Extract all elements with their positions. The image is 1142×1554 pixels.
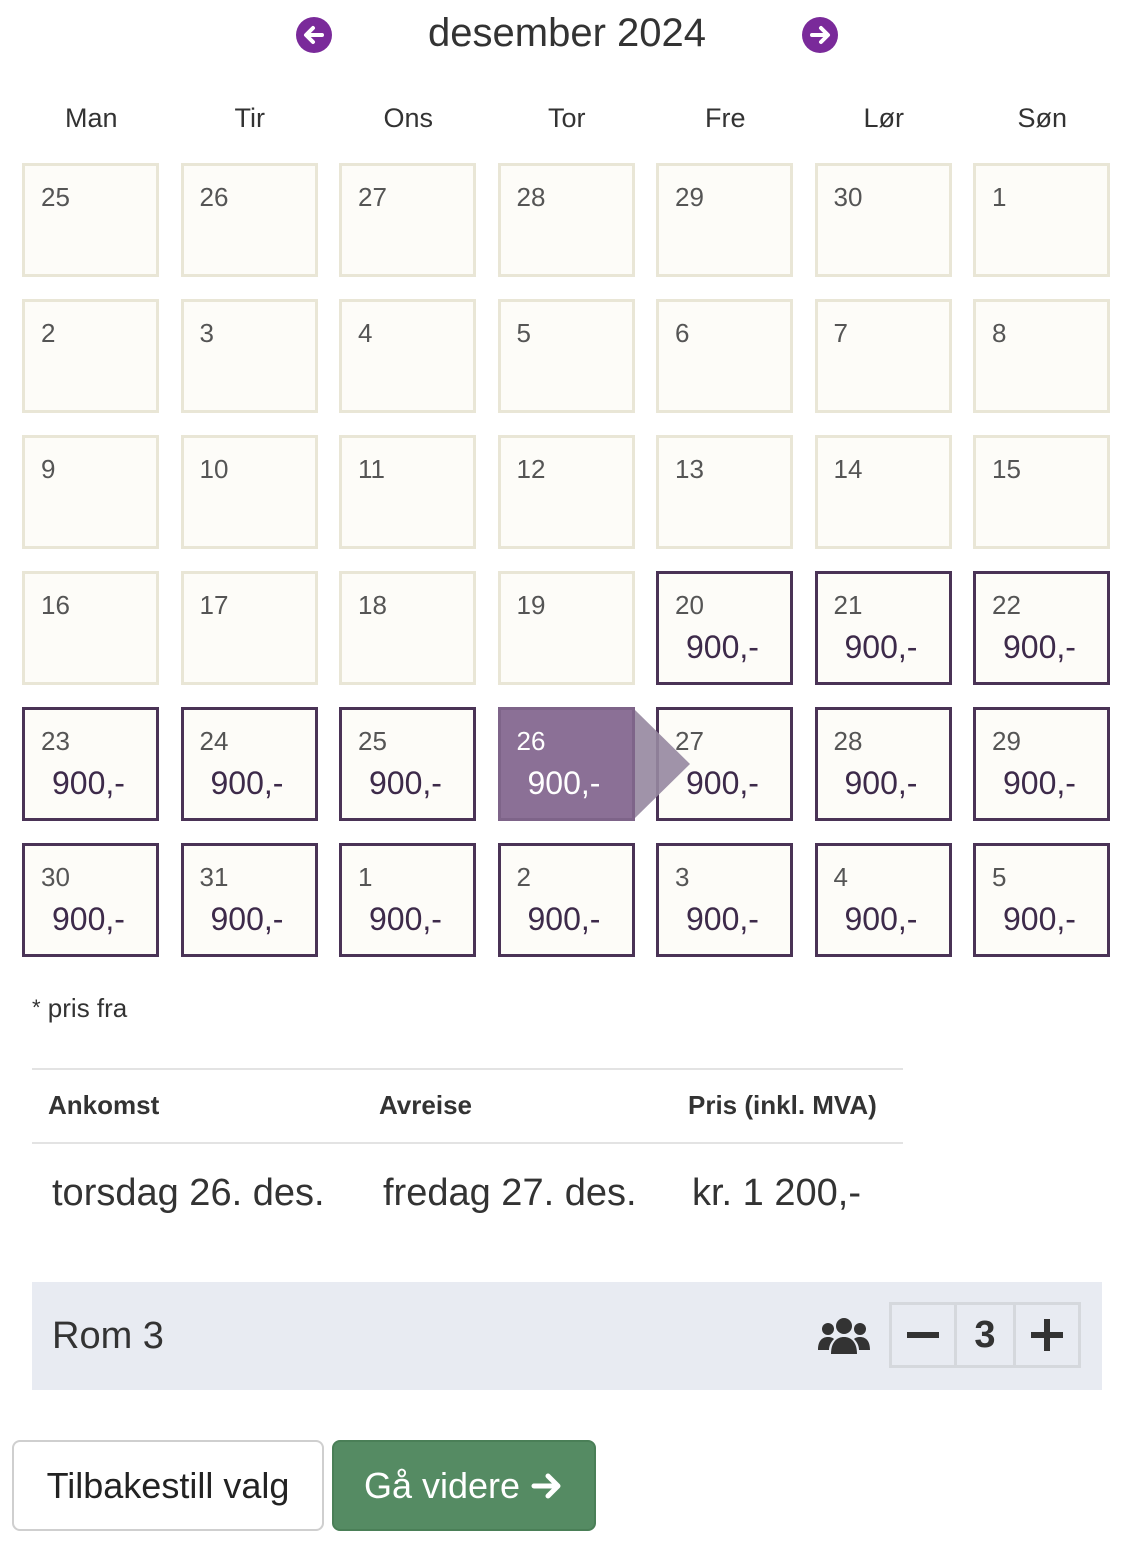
calendar-day	[22, 163, 159, 277]
calendar-day	[339, 571, 476, 685]
weekday-label: Søn	[1017, 103, 1068, 133]
calendar-day[interactable]	[815, 707, 952, 821]
calendar-day	[181, 435, 318, 549]
decrease-guests-button[interactable]	[892, 1305, 954, 1365]
calendar-day[interactable]	[339, 843, 476, 957]
day-number: 8	[992, 318, 1007, 348]
month-title	[0, 8, 1142, 58]
day-number: 31	[199, 862, 229, 892]
guest-stepper	[889, 1302, 1081, 1368]
day-number: 19	[516, 590, 546, 620]
calendar-day	[656, 299, 793, 413]
people-group-icon	[818, 1316, 870, 1356]
day-number: 27	[675, 726, 704, 756]
arrival-value: torsdag 26. des.	[52, 1172, 325, 1214]
calendar-day[interactable]	[656, 843, 793, 957]
day-price: 900,-	[686, 629, 759, 665]
day-number: 26	[516, 726, 546, 756]
arrow-right-icon	[530, 1469, 564, 1503]
calendar-day[interactable]	[973, 843, 1110, 957]
day-price: 900,-	[844, 765, 918, 801]
day-number: 4	[833, 862, 848, 892]
day-number: 4	[358, 318, 373, 348]
day-number: 25	[41, 182, 70, 212]
day-price: 900,-	[1003, 629, 1076, 665]
next-month-button[interactable]	[802, 17, 838, 53]
room-name: Rom 3	[52, 1315, 164, 1357]
day-number: 30	[41, 862, 70, 892]
summary-value-row	[32, 1144, 903, 1244]
day-number: 13	[675, 454, 704, 484]
price-note	[32, 990, 127, 1026]
price-note-star: *	[32, 995, 41, 1020]
day-number: 15	[992, 454, 1021, 484]
day-number: 16	[41, 590, 70, 620]
day-number: 28	[516, 182, 546, 212]
reset-selection-button[interactable]	[12, 1440, 324, 1531]
day-number: 18	[358, 590, 387, 620]
day-number: 2	[516, 862, 531, 892]
calendar-day-selected[interactable]	[498, 707, 635, 821]
day-number: 14	[833, 454, 863, 484]
weekday-label: Tir	[234, 103, 265, 133]
day-price: 900,-	[369, 765, 442, 801]
summary-header-row	[32, 1070, 903, 1142]
arrow-left-circle-icon	[296, 17, 332, 53]
calendar-day	[498, 299, 635, 413]
calendar-day	[498, 163, 635, 277]
calendar-day	[815, 435, 952, 549]
calendar-day	[339, 299, 476, 413]
day-price: 900,-	[1003, 901, 1076, 937]
day-number: 28	[833, 726, 863, 756]
minus-icon	[905, 1317, 941, 1353]
reset-selection-label: Tilbakestill valg	[46, 1464, 290, 1506]
calendar-day	[181, 299, 318, 413]
day-number: 6	[675, 318, 690, 348]
calendar-header	[0, 0, 1142, 72]
price-note-text: pris fra	[47, 993, 128, 1023]
day-number: 5	[992, 862, 1007, 892]
weekday-label: Tor	[547, 103, 586, 133]
calendar-day[interactable]	[181, 707, 318, 821]
increase-guests-button[interactable]	[1016, 1305, 1078, 1365]
day-number: 10	[199, 454, 229, 484]
price-header: Pris (inkl. MVA)	[688, 1090, 877, 1120]
weekday-label: Fre	[705, 103, 746, 133]
day-number: 7	[833, 318, 848, 348]
calendar-grid	[22, 163, 1110, 957]
calendar-day	[815, 299, 952, 413]
day-price: 900,-	[686, 765, 759, 801]
day-number: 3	[675, 862, 690, 892]
weekday-header-row	[12, 96, 1122, 140]
day-price: 900,-	[527, 901, 601, 937]
day-number: 23	[41, 726, 70, 756]
calendar-day[interactable]	[22, 707, 159, 821]
day-price: 900,-	[844, 901, 918, 937]
day-number: 11	[358, 454, 385, 484]
day-number: 26	[199, 182, 229, 212]
day-price: 900,-	[369, 901, 442, 937]
calendar-day	[656, 435, 793, 549]
day-number: 12	[516, 454, 546, 484]
day-number: 29	[992, 726, 1021, 756]
weekday-label: Man	[64, 103, 118, 133]
day-number: 2	[41, 318, 56, 348]
calendar-day	[498, 435, 635, 549]
day-number: 25	[358, 726, 387, 756]
day-number: 27	[358, 182, 387, 212]
day-price: 900,-	[1003, 765, 1076, 801]
calendar-day[interactable]	[656, 571, 793, 685]
calendar-day	[22, 571, 159, 685]
guest-count[interactable]: 3	[954, 1305, 1016, 1365]
prev-month-button[interactable]	[296, 17, 332, 53]
departure-value: fredag 27. des.	[383, 1172, 637, 1214]
day-number: 9	[41, 454, 56, 484]
calendar-day	[339, 435, 476, 549]
day-number: 29	[675, 182, 704, 212]
day-price: 900,-	[210, 765, 284, 801]
day-price: 900,-	[844, 629, 918, 665]
calendar-day	[973, 435, 1110, 549]
calendar-day[interactable]	[498, 843, 635, 957]
calendar-day	[22, 435, 159, 549]
calendar-day	[815, 163, 952, 277]
calendar-day[interactable]	[973, 571, 1110, 685]
calendar-day	[973, 299, 1110, 413]
calendar-day[interactable]	[815, 571, 952, 685]
day-number: 30	[833, 182, 863, 212]
calendar-day	[181, 163, 318, 277]
day-price: 900,-	[686, 901, 759, 937]
calendar-day	[498, 571, 635, 685]
day-number: 1	[358, 862, 373, 892]
day-number: 1	[992, 182, 1007, 212]
arrow-right-circle-icon	[802, 17, 838, 53]
calendar-day	[22, 299, 159, 413]
day-price: 900,-	[52, 901, 125, 937]
calendar-day	[656, 163, 793, 277]
room-row	[32, 1282, 1102, 1390]
plus-icon	[1029, 1317, 1065, 1353]
day-number: 5	[516, 318, 531, 348]
price-value: kr. 1 200,-	[692, 1172, 861, 1214]
calendar-day[interactable]	[181, 843, 318, 957]
month-title-text: desember 2024	[428, 11, 706, 55]
booking-summary	[32, 1068, 903, 1244]
continue-button[interactable]	[332, 1440, 596, 1531]
day-number: 17	[199, 590, 229, 620]
day-price: 900,-	[210, 901, 284, 937]
day-number: 3	[199, 318, 214, 348]
weekday-label: Ons	[383, 103, 434, 133]
day-number: 20	[675, 590, 704, 620]
continue-label: Gå videre	[363, 1464, 521, 1506]
calendar-day	[973, 163, 1110, 277]
calendar-day[interactable]	[22, 843, 159, 957]
calendar-day[interactable]	[973, 707, 1110, 821]
day-number: 21	[833, 590, 863, 620]
calendar-day	[339, 163, 476, 277]
calendar-day[interactable]	[339, 707, 476, 821]
calendar-day[interactable]	[815, 843, 952, 957]
calendar-day	[181, 571, 318, 685]
day-number: 24	[199, 726, 229, 756]
day-number: 22	[992, 590, 1021, 620]
day-price: 900,-	[527, 765, 601, 801]
arrival-header: Ankomst	[48, 1090, 160, 1120]
calendar-day[interactable]	[656, 707, 793, 821]
weekday-label: Lør	[863, 103, 904, 133]
day-price: 900,-	[52, 765, 125, 801]
departure-header: Avreise	[379, 1090, 472, 1120]
